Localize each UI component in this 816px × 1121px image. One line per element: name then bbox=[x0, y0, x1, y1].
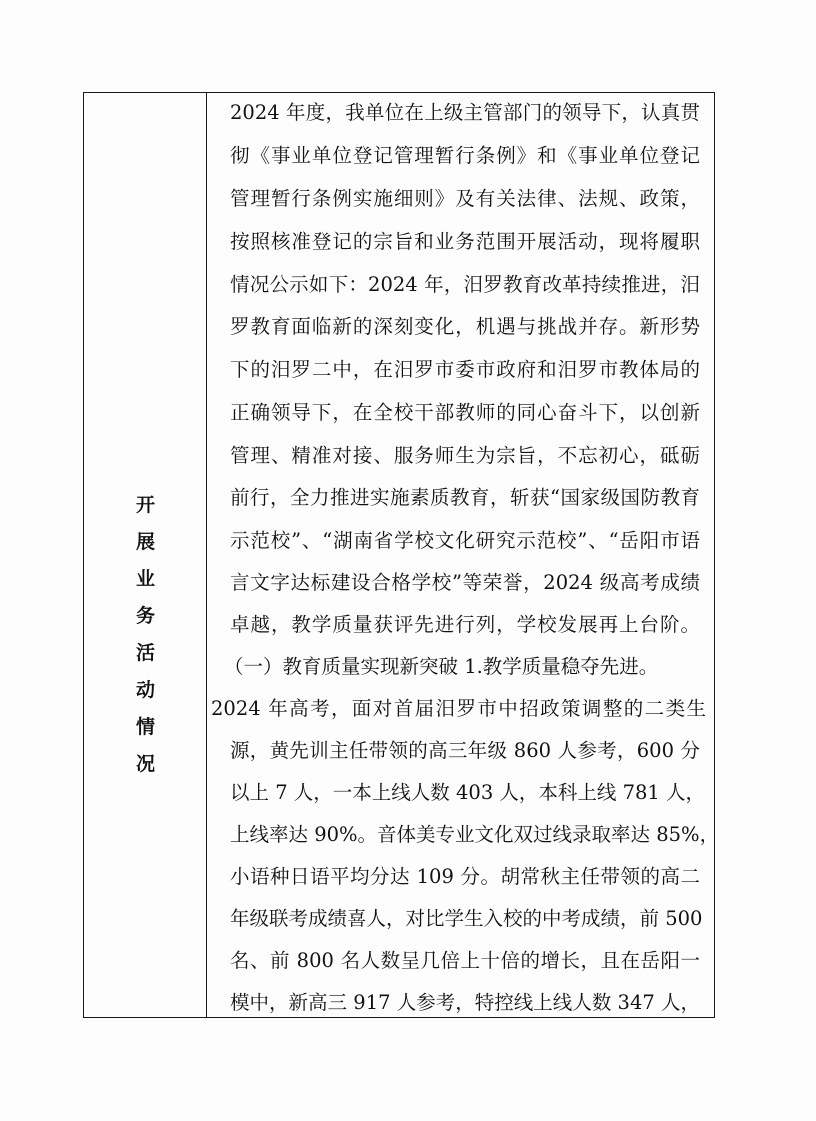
text-line: 情况公示如下：2024 年，汨罗教育改革持续推进，汨 bbox=[230, 273, 700, 296]
content-cell bbox=[207, 93, 720, 1017]
section-label-char: 活 bbox=[135, 642, 155, 664]
section-label-char: 动 bbox=[135, 679, 155, 701]
text-line: 名、前 800 名人数呈几倍上十倍的增长，且在岳阳一 bbox=[230, 949, 700, 972]
text-line: 按照核准登记的宗旨和业务范围开展活动，现将履职 bbox=[230, 230, 700, 253]
text-line: 下的汨罗二中，在汨罗市委市政府和汨罗市教体局的 bbox=[230, 358, 700, 381]
text-line: 上线率达 90%。音体美专业文化双过线录取率达 85%， bbox=[230, 823, 720, 846]
report-table bbox=[83, 92, 720, 1018]
text-line: 前行，全力推进实施素质教育，斩获“国家级国防教育 bbox=[230, 486, 700, 509]
section-label-char: 业 bbox=[135, 568, 155, 590]
text-line: 示范校”、“湖南省学校文化研究示范校”、“岳阳市语 bbox=[230, 529, 700, 552]
text-line: 以上 7 人，一本上线人数 403 人，本科上线 781 人， bbox=[230, 781, 706, 804]
text-line: 源，黄先训主任带领的高三年级 860 人参考，600 分 bbox=[230, 739, 700, 762]
text-line: 年级联考成绩喜人，对比学生入校的中考成绩，前 500 bbox=[230, 907, 703, 930]
text-line: 2024 年高考，面对首届汨罗市中招政策调整的二类生 bbox=[211, 697, 706, 720]
section-label-char: 开 bbox=[135, 494, 155, 516]
text-line: 彻《事业单位登记管理暂行条例》和《事业单位登记 bbox=[230, 144, 700, 167]
text-line: 罗教育面临新的深刻变化，机遇与挑战并存。新形势 bbox=[230, 315, 700, 338]
section-label-char: 展 bbox=[135, 531, 155, 553]
text-line: 卓越，教学质量获评先进行列，学校发展再上台阶。 bbox=[230, 613, 700, 636]
text-line: 小语种日语平均分达 109 分。胡常秋主任带领的高二 bbox=[230, 865, 700, 888]
section-label-cell bbox=[84, 93, 207, 1017]
section-label bbox=[84, 487, 207, 783]
text-line: 2024 年度，我单位在上级主管部门的领导下，认真贯 bbox=[230, 101, 700, 124]
text-line: 模中，新高三 917 人参考，特控线上线人数 347 人， bbox=[230, 991, 700, 1014]
text-line: 正确领导下，在全校干部教师的同心奋斗下，以创新 bbox=[230, 401, 700, 424]
text-line: 管理暂行条例实施细则》及有关法律、法规、政策， bbox=[230, 187, 700, 210]
text-line: 管理、精准对接、服务师生为宗旨，不忘初心，砥砺 bbox=[230, 444, 700, 467]
text-line: （一）教育质量实现新突破 1.教学质量稳夺先进。 bbox=[224, 655, 659, 678]
section-label-char: 情 bbox=[135, 716, 155, 738]
text-line: 言文字达标建设合格学校”等荣誉，2024 级高考成绩 bbox=[230, 571, 700, 594]
section-label-char: 务 bbox=[135, 605, 155, 627]
section-label-char: 况 bbox=[135, 753, 155, 775]
